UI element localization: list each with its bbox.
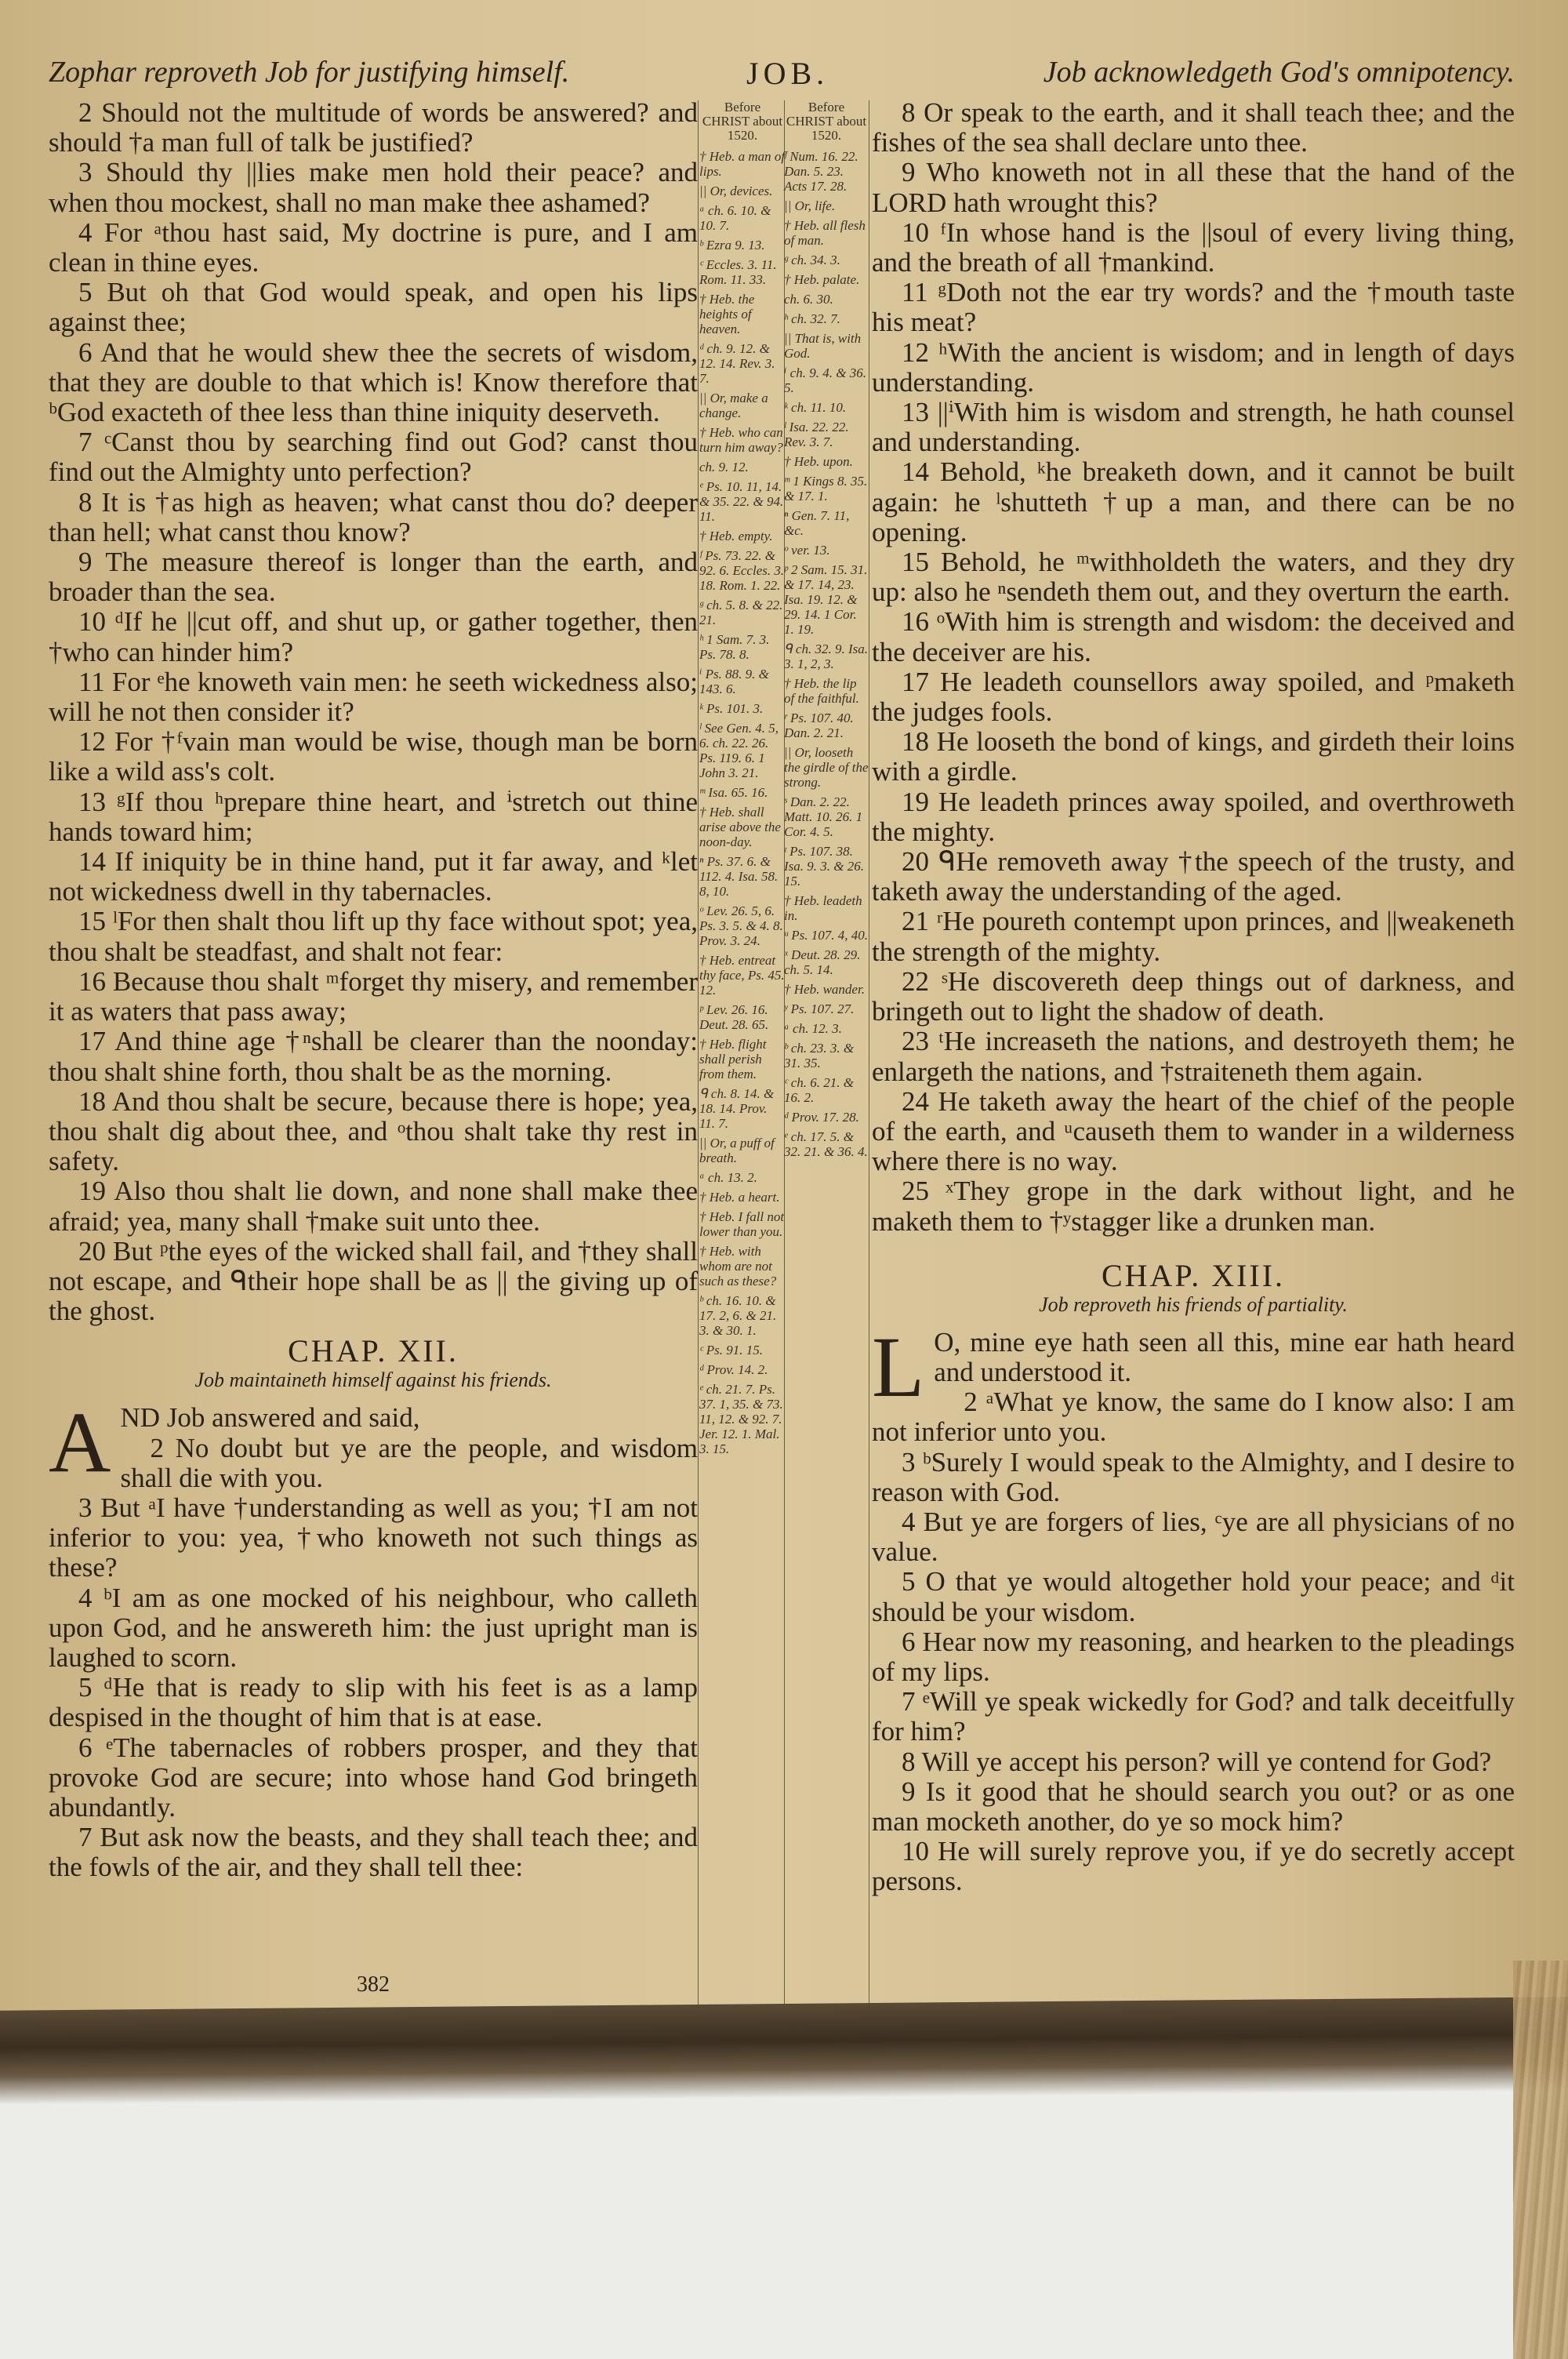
verse: 2 No doubt but ye are the people, and wisdom shall die with you. bbox=[120, 1432, 698, 1493]
verse: 21 ʳHe poureth contempt upon princes, and ||weakeneth the strength of the mighty. bbox=[872, 906, 1515, 967]
verse: 11 ᵍDoth not the ear try words? and the †mouth taste his meat? bbox=[872, 277, 1515, 338]
chapter-11-verses bbox=[49, 98, 698, 1326]
margin-reference: ᵍ ch. 34. 3. bbox=[784, 253, 840, 267]
margin-reference: † Heb. empty. bbox=[699, 529, 773, 543]
margin-reference: ᵖ 2 Sam. 15. 31. & 17. 14, 23. Isa. 19. 12. & 29. 14. 1 Cor. 1. 19. bbox=[784, 562, 868, 637]
margin-reference: ᵈ Prov. 14. 2. bbox=[699, 1362, 768, 1377]
margin-reference: ᶜ Ps. 91. 15. bbox=[699, 1343, 763, 1358]
verse: 12 For †ᶠvain man would be wise, though man be born like a wild ass's colt. bbox=[49, 726, 698, 787]
verse: 20 ᑫHe removeth away †the speech of the trusty, and taketh away the understanding of the aged. bbox=[872, 846, 1515, 907]
right-margin-references bbox=[784, 100, 869, 1164]
right-text-column bbox=[872, 98, 1515, 1897]
verse: 23 ᵗHe increaseth the nations, and destroyeth them; he enlargeth the nations, and †straiteneth them again. bbox=[872, 1026, 1515, 1087]
margin-reference: † Heb. entreat thy face, Ps. 45. 12. bbox=[699, 953, 785, 998]
margin-reference: † Heb. the heights of heaven. bbox=[699, 292, 755, 336]
chapter-13-heading: CHAP. XIII. bbox=[1101, 1257, 1286, 1293]
margin-reference: ᑫ ch. 8. 14. & 18. 14. Prov. 11. 7. bbox=[699, 1086, 775, 1131]
margin-reference: ᵇ ch. 23. 3. & 31. 35. bbox=[784, 1041, 855, 1070]
verse: 5 But oh that God would speak, and open his lips against thee; bbox=[49, 277, 698, 338]
verse: 7 But ask now the beasts, and they shall teach thee; and the fowls of the air, and they shall tell thee: bbox=[49, 1822, 698, 1883]
margin-reference: || Or, devices. bbox=[699, 184, 773, 198]
margin-reference: ᵈ Prov. 17. 28. bbox=[784, 1110, 859, 1125]
margin-reference: † Heb. a man of lips. bbox=[699, 149, 786, 179]
chapter-12-verses-continued bbox=[872, 98, 1515, 1237]
verse: 12 ʰWith the ancient is wisdom; and in length of days understanding. bbox=[872, 336, 1515, 398]
margin-reference: ʰ ch. 32. 7. bbox=[784, 311, 840, 326]
margin-reference: † Heb. all flesh of man. bbox=[784, 218, 866, 248]
chapter-13-first-line: O, mine eye hath seen all this, mine ear hath heard and understood it. bbox=[934, 1326, 1515, 1387]
chapter-12-first-line: ND Job answered and said, bbox=[120, 1402, 420, 1434]
margin-reference: ˣ Deut. 28. 29. ch. 5. 14. bbox=[784, 947, 861, 977]
margin-reference: † Heb. a heart. bbox=[699, 1190, 780, 1205]
verse: 14 Behold, ᵏhe breaketh down, and it cannot be built again: he ˡshutteth †up a man, and there can be no opening. bbox=[872, 456, 1515, 547]
margin-reference: ᵍ ch. 5. 8. & 22. 21. bbox=[699, 598, 783, 627]
verse: 15 Behold, he ᵐwithholdeth the waters, and they dry up: also he ⁿsendeth them out, and they overturn the earth. bbox=[872, 547, 1515, 608]
margin-reference: † Heb. who can turn him away? bbox=[699, 425, 783, 455]
margin-reference: ⁱ ch. 9. 4. & 36. 5. bbox=[784, 365, 866, 395]
verse: 19 Also thou shalt lie down, and none shall make thee afraid; yea, many shall †make suit unto thee. bbox=[49, 1176, 698, 1237]
verse: 3 But ᵃI have †understanding as well as you; †I am not inferior to you: yea, †who knoweth not such things as these? bbox=[49, 1492, 698, 1583]
margin-reference: † Heb. with whom are not such as these? bbox=[699, 1244, 777, 1289]
header-book-title: JOB. bbox=[746, 56, 829, 91]
margin-reference: ˡ Isa. 22. 22. Rev. 3. 7. bbox=[784, 420, 849, 449]
left-margin-references bbox=[699, 100, 786, 1461]
margin-reference: ᵉ Ps. 10. 11, 14. & 35. 22. & 94. 11. bbox=[699, 479, 784, 524]
verse: 5 O that ye would altogether hold your peace; and ᵈit should be your wisdom. bbox=[872, 1566, 1515, 1627]
margin-reference: ⁿ Gen. 7. 11, &c. bbox=[784, 508, 850, 538]
margin-reference: ᵇ Ezra 9. 13. bbox=[699, 238, 765, 253]
verse: 17 And thine age †ⁿshall be clearer than the noonday: thou shalt shine forth, thou shalt be as the morning. bbox=[49, 1026, 698, 1087]
verse: 10 He will surely reprove you, if ye do secretly accept persons. bbox=[872, 1836, 1515, 1897]
margin-reference: ᵇ ch. 16. 10. & 17. 2, 6. & 21. 3. & 30. 1. bbox=[699, 1293, 777, 1338]
verse: 7 ᶜCanst thou by searching find out God? canst thou find out the Almighty unto perfection? bbox=[49, 427, 698, 488]
verse: 15 ˡFor then shalt thou lift up thy face without spot; yea, thou shalt be steadfast, and shalt not fear: bbox=[49, 906, 698, 967]
verse: 8 Or speak to the earth, and it shall teach thee; and the fishes of the sea shall declare unto thee. bbox=[872, 97, 1515, 158]
margin-reference: ᵉ ch. 21. 7. Ps. 37. 1, 35. & 73. 11, 12. & 92. 7. Jer. 12. 1. Mal. 3. 15. bbox=[699, 1382, 783, 1456]
running-header bbox=[49, 55, 1515, 94]
margin-reference: ᶠ Ps. 73. 22. & 92. 6. Eccles. 3. 18. Rom. 1. 22. bbox=[699, 548, 785, 593]
margin-reference: ᶜ ch. 6. 21. & 16. 2. bbox=[784, 1075, 854, 1105]
margin-reference: ᵃ ch. 6. 10. & 10. 7. bbox=[699, 203, 771, 233]
verse: 24 He taketh away the heart of the chief of the people of the earth, and ᵘcauseth them to wander in a wilderness where there is no way. bbox=[872, 1085, 1515, 1177]
verse: 6 ᵉThe tabernacles of robbers prosper, and they that provoke God are secure; into whose hand God bringeth abundantly. bbox=[49, 1732, 698, 1823]
verse: 18 He looseth the bond of kings, and girdeth their loins with a girdle. bbox=[872, 726, 1515, 787]
verse: 13 ᵍIf thou ʰprepare thine heart, and ⁱstretch out thine hands toward him; bbox=[49, 786, 698, 847]
verse: 10 ᵈIf he ||cut off, and shut up, or gather together, then †who can hinder him? bbox=[49, 606, 698, 667]
margin-reference: † Heb. the lip of the faithful. bbox=[784, 676, 859, 706]
verse: 16 ᵒWith him is strength and wisdom: the deceived and the deceiver are his. bbox=[872, 606, 1515, 667]
margin-reference: ᶠ Num. 16. 22. Dan. 5. 23. Acts 17. 28. bbox=[784, 149, 858, 194]
verse: 9 Who knoweth not in all these that the hand of the LORD hath wrought this? bbox=[872, 157, 1515, 218]
left-text-column bbox=[49, 98, 698, 1883]
verse: 16 Because thou shalt ᵐforget thy misery, and remember it as waters that pass away; bbox=[49, 965, 698, 1027]
margin-date-heading: Before CHRIST about 1520. bbox=[786, 100, 867, 143]
margin-reference: ⁿ Ps. 37. 6. & 112. 4. Isa. 58. 8, 10. bbox=[699, 854, 779, 899]
margin-reference: † Heb. palate. bbox=[784, 272, 860, 287]
margin-reference: † Heb. shall arise above the noon-day. bbox=[699, 805, 781, 849]
margin-reference: ch. 6. 30. bbox=[784, 292, 833, 307]
margin-reference: ᵏ Ps. 101. 3. bbox=[699, 701, 764, 716]
margin-reference: ᵒ Lev. 26. 5, 6. Ps. 3. 5. & 4. 8. Prov. 3. 24. bbox=[699, 903, 783, 948]
margin-reference: ˡ See Gen. 4. 5, 6. ch. 22. 26. Ps. 119. 6. 1 John 3. 21. bbox=[699, 721, 779, 780]
verse: 14 If iniquity be in thine hand, put it far away, and ᵏlet not wickedness dwell in thy tabernacles. bbox=[49, 846, 698, 907]
drop-cap: A bbox=[49, 1394, 111, 1491]
verse: 7 ᵉWill ye speak wickedly for God? and talk deceitfully for him? bbox=[872, 1686, 1515, 1747]
margin-reference: ch. 9. 12. bbox=[699, 460, 749, 474]
verse: 18 And thou shalt be secure, because there is hope; yea, thou shalt dig about thee, and ᵒthou shalt take thy rest in safety. bbox=[49, 1085, 698, 1177]
column-rule bbox=[698, 100, 699, 2006]
margin-reference: ᶜ Eccles. 3. 11. Rom. 11. 33. bbox=[699, 257, 777, 287]
margin-reference: † Heb. leadeth in. bbox=[784, 893, 862, 923]
margin-reference: || Or, looseth the girdle of the strong. bbox=[784, 745, 869, 790]
margin-reference: † Heb. upon. bbox=[784, 454, 853, 469]
margin-reference: ᑫ ch. 32. 9. Isa. 3. 1, 2, 3. bbox=[784, 642, 869, 671]
margin-reference: ᵖ Lev. 26. 16. Deut. 28. 65. bbox=[699, 1002, 769, 1032]
margin-reference: ʰ 1 Sam. 7. 3. Ps. 78. 8. bbox=[699, 632, 770, 662]
verse: 25 ˣThey grope in the dark without light, and he maketh them to †ʸstagger like a drunken man. bbox=[872, 1176, 1515, 1237]
verse: 5 ᵈHe that is ready to slip with his feet is as a lamp despised in the thought of him that is at ease. bbox=[49, 1672, 698, 1733]
margin-reference: || Or, make a change. bbox=[699, 391, 768, 420]
verse: 3 Should thy ||lies make men hold their peace? and when thou mockest, shall no man make thee ashamed? bbox=[49, 157, 698, 218]
margin-reference: ᵃ ch. 13. 2. bbox=[699, 1170, 757, 1185]
margin-reference: ˢ Dan. 2. 22. Matt. 10. 26. 1 Cor. 4. 5. bbox=[784, 794, 863, 839]
margin-reference: ᵗ Ps. 107. 38. Isa. 9. 3. & 26. 15. bbox=[784, 844, 864, 889]
chapter-13-opening bbox=[872, 1318, 1515, 1415]
margin-reference: || That is, with God. bbox=[784, 331, 862, 361]
chapter-13-verses bbox=[872, 1387, 1515, 1896]
chapter-12-heading: CHAP. XII. bbox=[288, 1333, 459, 1369]
bookmark-ribbon bbox=[1513, 1961, 1568, 2359]
verse: 8 It is †as high as heaven; what canst thou do? deeper than hell; what canst thou know? bbox=[49, 486, 698, 547]
header-right: Job acknowledgeth God's omnipotency. bbox=[1043, 56, 1515, 89]
chapter-12-summary: Job maintaineth himself against his friends. bbox=[194, 1369, 552, 1392]
verse: 9 Is it good that he should search you out? or as one man mocketh another, do ye so mock him? bbox=[872, 1776, 1515, 1837]
margin-reference: † Heb. I fall not lower than you. bbox=[699, 1209, 785, 1239]
verse: 20 But ᵖthe eyes of the wicked shall fail, and †they shall not escape, and ᑫtheir hope shall be as || the giving up of the ghost. bbox=[49, 1235, 698, 1327]
margin-reference: ᵉ ch. 17. 5. & 32. 21. & 36. 4. bbox=[784, 1129, 868, 1159]
page-number: 382 bbox=[357, 1972, 390, 1997]
header-left: Zophar reproveth Job for justifying himself. bbox=[49, 56, 570, 89]
margin-reference: † Heb. flight shall perish from them. bbox=[699, 1037, 767, 1081]
margin-reference: || Or, a puff of breath. bbox=[699, 1136, 775, 1165]
verse: 6 And that he would shew thee the secrets of wisdom, that they are double to that which is! Know therefore that ᵇGod exacteth of thee less than thine iniquity deserveth. bbox=[49, 336, 698, 428]
verse: 9 The measure thereof is longer than the earth, and broader than the sea. bbox=[49, 547, 698, 608]
margin-reference: ʳ Ps. 107. 40. Dan. 2. 21. bbox=[784, 711, 854, 740]
verse: 22 ˢHe discovereth deep things out of darkness, and bringeth out to light the shadow of death. bbox=[872, 965, 1515, 1027]
verse: 6 Hear now my reasoning, and hearken to the pleadings of my lips. bbox=[872, 1626, 1515, 1687]
margin-reference: ᵏ ch. 11. 10. bbox=[784, 400, 847, 415]
margin-reference: ᵐ Isa. 65. 16. bbox=[699, 785, 768, 800]
margin-reference: ᵐ 1 Kings 8. 35. & 17. 1. bbox=[784, 474, 868, 503]
verse: 4 ᵇI am as one mocked of his neighbour, who calleth upon God, and he answereth him: the just upright man is laughed to scorn. bbox=[49, 1582, 698, 1673]
verse: 4 For ᵃthou hast said, My doctrine is pure, and I am clean in thine eyes. bbox=[49, 216, 698, 278]
verse: 19 He leadeth princes away spoiled, and overthroweth the mighty. bbox=[872, 786, 1515, 847]
verse: 8 Will ye accept his person? will ye contend for God? bbox=[902, 1746, 1492, 1777]
margin-reference: ᵒ ver. 13. bbox=[784, 543, 830, 558]
verse: 4 But ye are forgers of lies, ᶜye are all physicians of no value. bbox=[872, 1506, 1515, 1568]
verse: 3 ᵇSurely I would speak to the Almighty, and I desire to reason with God. bbox=[872, 1446, 1515, 1507]
margin-reference: † Heb. wander. bbox=[784, 982, 865, 997]
margin-reference: ᵈ ch. 9. 12. & 12. 14. Rev. 3. 7. bbox=[699, 341, 775, 386]
chapter-12-verses bbox=[49, 1434, 698, 1883]
verse: 2 ᵃWhat ye know, the same do I know also: I am not inferior unto you. bbox=[872, 1387, 1515, 1448]
margin-reference: ⁱ Ps. 88. 9. & 143. 6. bbox=[699, 667, 769, 696]
chapter-13-summary: Job reproveth his friends of partiality. bbox=[1039, 1292, 1348, 1316]
verse: 10 ᶠIn whose hand is the ||soul of every living thing, and the breath of all †mankind. bbox=[872, 216, 1515, 278]
verse: 17 He leadeth counsellors away spoiled, and ᵖmaketh the judges fools. bbox=[872, 666, 1515, 728]
margin-reference: ʸ Ps. 107. 27. bbox=[784, 1001, 855, 1016]
margin-reference: ᵘ Ps. 107. 4, 40. bbox=[784, 928, 868, 943]
margin-date-heading: Before CHRIST about 1520. bbox=[702, 100, 783, 143]
drop-cap: L bbox=[872, 1318, 925, 1415]
book-spine-edge bbox=[0, 1997, 1568, 2104]
margin-reference: || Or, life. bbox=[784, 198, 836, 213]
verse: 11 For ᵉhe knoweth vain men: he seeth wickedness also; will he not then consider it? bbox=[49, 666, 698, 728]
verse: 13 ||ⁱWith him is wisdom and strength, he hath counsel and understanding. bbox=[872, 397, 1515, 458]
verse: 2 Should not the multitude of words be answered? and should †a man full of talk be justified? bbox=[49, 97, 698, 158]
margin-reference: ᵃ ch. 12. 3. bbox=[784, 1021, 842, 1036]
